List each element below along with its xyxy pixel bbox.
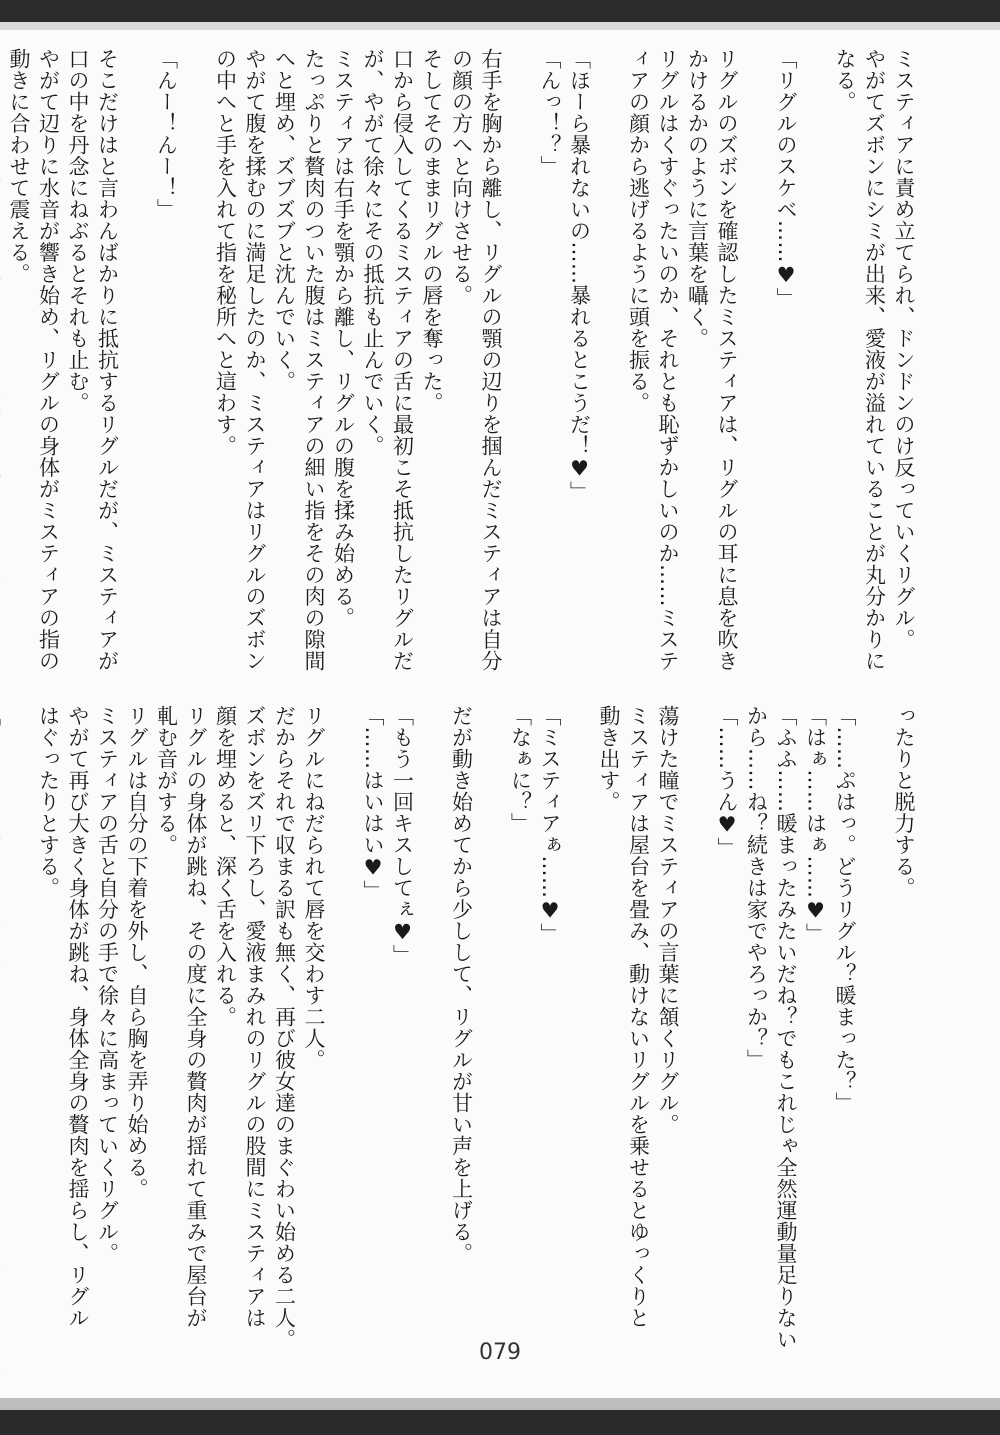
text-line: そこだけはと言わんばかりに抵抗するリグルだが、ミスティアが <box>95 48 120 672</box>
top-border-bar <box>0 0 1000 22</box>
text-line: 「ミスティアぁ……♥」 <box>538 705 562 945</box>
text-line: から……ね？続きは家でやろっか？」 <box>744 705 769 1071</box>
text-line: 「んっ！？」 <box>538 48 562 177</box>
text-line: の顔の方へと向けさせる。 <box>449 48 474 306</box>
text-line: たっぷりと贅肉のついた腹はミスティアの細い指をその肉の隙間 <box>302 48 326 672</box>
text-line: ったりと脱力する。 <box>892 705 916 899</box>
text-line: 右手を胸から離し、リグルの顎の辺りを掴んだミスティアは自分 <box>479 48 503 672</box>
text-line: だからそれで収まる訳も無く、再び彼女達のまぐわい始める二人。 <box>272 705 297 1350</box>
text-line <box>122 48 152 698</box>
text-line: 顔を埋めると、深く舌を入れる。 <box>213 705 238 1028</box>
text-line: リグルのズボンを確認したミスティアは、リグルの耳に息を吹き <box>715 48 739 672</box>
text-column-top <box>0 48 918 698</box>
text-line: リグルは自分の下着を外し、自ら胸を弄り始める。 <box>125 705 149 1200</box>
text-line <box>505 48 535 698</box>
text-line: 「……はいはい♥」 <box>361 705 385 902</box>
text-line: 口から侵入してくるミスティアの舌に最初こそ抵抗したリグルだ <box>390 48 415 672</box>
text-line: やがて腹を揉むのに満足したのか、ミスティアはリグルのズボン <box>243 48 267 672</box>
text-line: が、やがて徐々にその抵抗も止んでいく。 <box>361 48 385 457</box>
text-line: リグルはくすぐったいのか、それとも恥ずかしいのか……ミステ <box>656 48 680 672</box>
text-line: 口の中を丹念にねぶるとそれも止む。 <box>66 48 90 414</box>
text-line: の中へと手を入れて指を秘所へと這わす。 <box>213 48 238 457</box>
text-line: 動き出す。 <box>597 705 621 813</box>
text-line: やがてズボンにシミが出来、愛液が溢れていることが丸分かりに <box>862 48 887 672</box>
text-line: ミスティアの舌と自分の手で徐々に高まっていくリグル。 <box>95 705 120 1264</box>
text-line: 軋む音がする。 <box>154 705 179 856</box>
text-line: ズボンをズリ下ろし、愛液まみれのリグルの股間にミスティアは <box>243 705 267 1329</box>
text-line <box>859 705 889 1385</box>
text-line <box>0 705 4 1385</box>
text-column-bottom <box>0 705 918 1385</box>
text-line: ミスティアは右手を顎から離し、リグルの腹を揉み始める。 <box>331 48 356 629</box>
text-line <box>181 48 211 698</box>
text-line: 「なぁに？」 <box>508 705 533 834</box>
text-line: リグルにねだられて唇を交わす二人。 <box>302 705 326 1071</box>
text-line: ィアの顔から逃げるように頭を振る。 <box>626 48 651 414</box>
text-line: やがて辺りに水音が響き始め、リグルの身体がミスティアの指の <box>36 48 61 672</box>
text-line <box>0 48 4 698</box>
text-line: かけるかのように言葉を囁く。 <box>685 48 710 349</box>
text-line <box>682 705 712 1385</box>
text-line: 「んー！んー！」 <box>154 48 179 220</box>
text-line: はぐったりとする。 <box>36 705 61 899</box>
text-line: ミスティアに責め立てられ、ドンドンのけ反っていくリグル。 <box>892 48 916 650</box>
text-line: やがて再び大きく身体が跳ね、身体全身の贅肉を揺らし、リグル <box>66 705 90 1329</box>
text-line: 「ほーら暴れないの……暴れるとこうだ！♥」 <box>567 48 592 503</box>
top-border-band <box>0 22 1000 30</box>
text-line <box>4 705 34 1385</box>
text-line <box>476 705 506 1385</box>
text-line: 「はぁ……はぁ……♥」 <box>803 705 828 945</box>
text-line: 「もう一回キスしてぇ♥」 <box>390 705 415 966</box>
text-line <box>564 705 594 1385</box>
text-line: そしてそのままリグルの唇を奪った。 <box>420 48 444 414</box>
text-line: 蕩けた瞳でミスティアの言葉に頷くリグル。 <box>656 705 680 1135</box>
text-line <box>741 48 771 698</box>
text-line <box>417 705 447 1385</box>
text-line: なる。 <box>833 48 857 113</box>
text-line <box>328 705 358 1385</box>
bottom-border-band <box>0 1398 1000 1410</box>
text-line <box>594 48 624 698</box>
text-line: だが動き始めてから少しして、リグルが甘い声を上げる。 <box>449 705 474 1264</box>
text-line <box>800 48 830 698</box>
text-line: 「……ぷはっ。どうリグル？暖まった？」 <box>833 705 857 1114</box>
text-line: 動きに合わせて震える。 <box>7 48 31 285</box>
text-line: ミスティアは屋台を畳み、動けないリグルを乗せるとゆっくりと <box>626 705 651 1329</box>
text-line: 「ふふ……暖まったみたいだね？でもこれじゃ全然運動量足りない <box>774 705 798 1350</box>
text-line: 「……うん♥」 <box>715 705 739 859</box>
text-line: 「リグルのスケベ……♥」 <box>774 48 798 309</box>
text-line: へと埋め、ズブズブと沈んでいく。 <box>272 48 297 392</box>
text-line: リグルの身体が跳ね、その度に全身の贅肉が揺れて重みで屋台が <box>184 705 208 1329</box>
page-number: 079 <box>479 1340 521 1365</box>
bottom-border-bar <box>0 1410 1000 1435</box>
